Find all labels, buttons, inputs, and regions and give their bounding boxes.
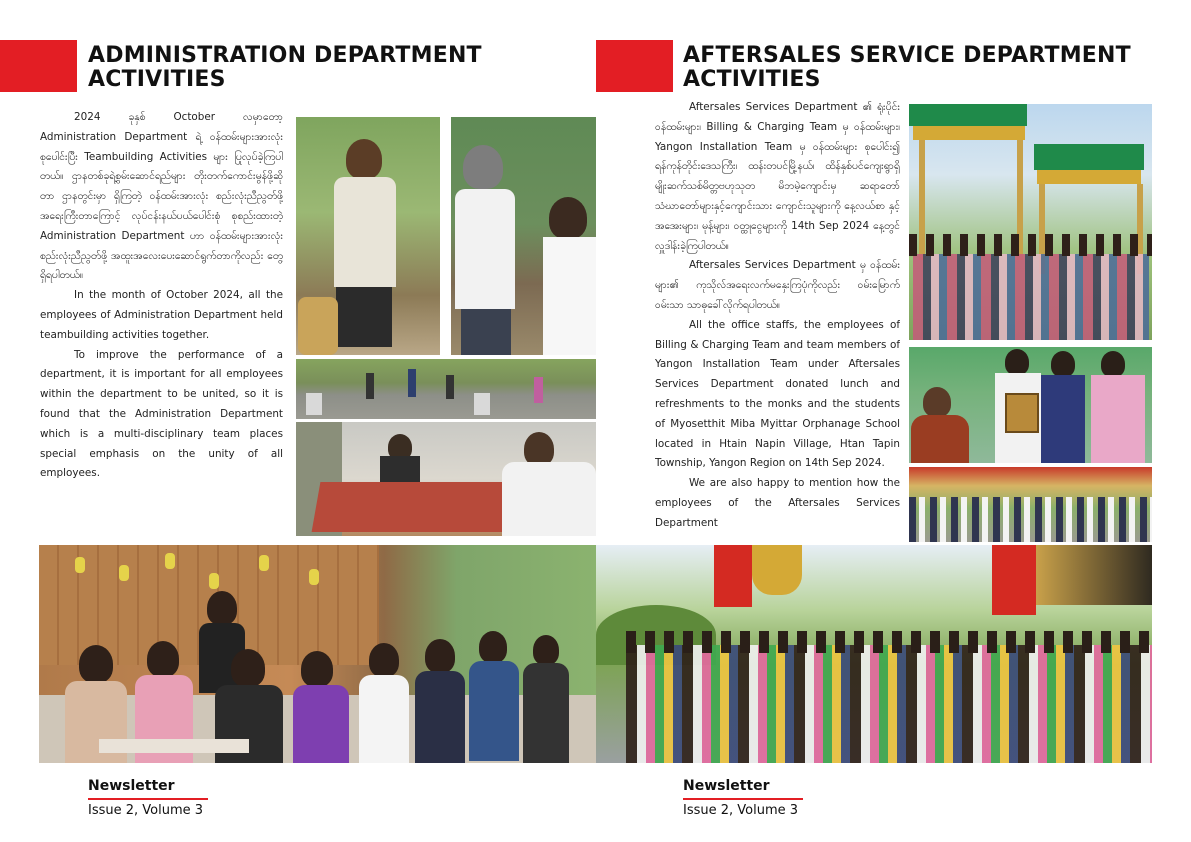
left-paragraph-1: In the month of October 2024, all the employees of Administration Department held teambuilding activities together. (40, 289, 283, 341)
right-newsletter-title: Newsletter (683, 778, 770, 794)
right-newsletter-issue: Issue 2, Volume 3 (683, 803, 799, 818)
right-heading-line1: AFTERSALES SERVICE DEPARTMENT (683, 43, 1131, 68)
left-newsletter-issue: Issue 2, Volume 3 (88, 803, 204, 818)
right-newsletter-rule (683, 798, 803, 800)
photo-man-smiling (296, 117, 440, 355)
photo-blindfold-game (451, 117, 596, 355)
photo-staff-lineup (909, 467, 1152, 542)
right-article-body (655, 98, 900, 538)
left-newsletter-rule (88, 798, 208, 800)
photo-monastery-gate-group (909, 104, 1152, 340)
photo-orphanage-group (596, 545, 1152, 763)
right-paragraph-english-2: We are also happy to mention how the employees of the Aftersales Services Department (655, 477, 900, 529)
left-newsletter-title: Newsletter (88, 778, 175, 794)
photo-certificate-presentation (909, 347, 1152, 463)
left-paragraph-myanmar: 2024 ခုနှစ် October လမှာတော့ Administration Department ရဲ့ ဝန်ထမ်းများအားလုံး စုပေါင်းပြီး Teambuilding Activities များ ပြုလုပ်ခဲ့ကြပါတယ်။ ဌာနတစ်ခုရဲ့စွမ်းဆောင်ရည်များ တိုးတက်ကောင်းမွန်ဖို့ဆိုတာ ဌာနတွင်းမှာ ရှိကြတဲ့ ဝန်ထမ်းအားလုံး စည်းလုံးညီညွတ်ဖို့ အရေးကြီးတာကြောင့် လုပ်ငန်းနယ်ပယ်ပေါင်းစုံ စုစည်းထားတဲ့ Administration Department ဟာ ဝန်ထမ်းများအားလုံး စည်းလုံးညီညွတ်ဖို့ အထူးအလေးပေးဆောင်ရွက်တာကိုလည်း တွေ့ရှိရပါတယ်။ (40, 111, 283, 282)
left-paragraph-2: To improve the performance of a department, it is important for all employees within the department to be united, so it is found that the Administration Department which is a multi-disciplinary team places special emphasis on the unity of all employees. (40, 348, 283, 480)
left-heading-accent-bar (0, 40, 77, 92)
photo-admin-group (39, 545, 596, 763)
photo-outdoor-game (296, 359, 596, 419)
left-heading-line2: ACTIVITIES (88, 67, 226, 92)
right-paragraph-myanmar: Aftersales Services Department ၏ ရုံးပိုင်းဝန်ထမ်းများ၊ Billing & Charging Team မှ ဝန်ထမ်းများ၊ Yangon Installation Team မှ ဝန်ထမ်းများ စုပေါင်း၍ ရန်ကုန်တိုင်းဒေသကြီး၊ ထန်းတပင်မြို့နယ်၊ ထိန်နှစ်ပင်ကျေးရွာရှိ မျိုးဆက်သစ်မိတ္တဗဟုသုတ မိဘမဲ့ကျောင်းမှ ဆရာတော်သံဃာတော်များနှင့်ကျောင်းသား ကျောင်းသူများကို နေ့လယ်စာ နှင့် အအေးများ၊ မုန့်များ၊ ဝတ္ထုငွေများကို 14th Sep 2024 နေ့တွင် လှူဒါန်းခဲ့ကြပါတယ်။ (655, 101, 900, 252)
right-page-heading (683, 44, 1153, 92)
left-heading-line1: ADMINISTRATION DEPARTMENT (88, 43, 482, 68)
photo-table-game (296, 422, 596, 536)
right-paragraph-english: All the office staffs, the employees of Billing & Charging Team and team members of Yangon Installation Team under Aftersales Services Department donated lunch and refreshments to the monks and the students of Myosetthit Miba Myittar Orphanage School located in Htain Napin Village, Htan Tapin Township, Yangon Region on 14th Sep 2024. (655, 318, 900, 470)
left-article-body (40, 108, 283, 528)
right-heading-accent-bar (596, 40, 673, 92)
right-paragraph-myanmar-2: Aftersales Services Department မှ ဝန်ထမ်းများ၏ ကုသိုလ်အရေးလက်မနှေးကြပုံကိုလည်း ဝမ်းမြောက်ဝမ်းသာ သာဓုခေါ်လိုက်ရပါတယ်။ (655, 259, 900, 311)
left-page-heading (88, 44, 508, 92)
right-heading-line2: ACTIVITIES (683, 67, 821, 92)
